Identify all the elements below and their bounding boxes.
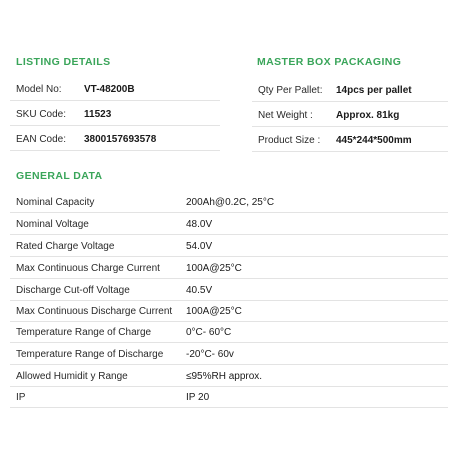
master-box-title: MASTER BOX PACKAGING [257,56,402,68]
listing-label: Model No: [16,84,62,95]
general-row [10,387,448,408]
listing-value: 3800157693578 [84,134,157,145]
general-row [10,322,448,343]
master-label: Qty Per Pallet: [258,85,323,96]
general-label: Temperature Range of Charge [16,326,152,338]
general-label: IP [16,391,26,403]
general-label: Temperature Range of Discharge [16,348,164,360]
general-label: Discharge Cut-off Voltage [16,284,130,296]
general-value: 48.0V [186,218,213,230]
listing-details-title: LISTING DETAILS [16,56,111,68]
general-label: Max Continuous Discharge Current [16,305,173,317]
general-label: Nominal Capacity [16,196,95,208]
general-row [10,344,448,365]
general-value: ≤95%RH approx. [186,370,263,382]
general-row [10,301,448,322]
listing-label: EAN Code: [16,134,67,145]
master-row-qty [252,80,448,102]
listing-label: SKU Code: [16,109,67,120]
general-value: 0°C- 60°C [186,326,232,338]
general-row [10,192,448,213]
general-value: 54.0V [186,240,213,252]
general-label: Nominal Voltage [16,218,89,230]
general-value: IP 20 [186,391,210,403]
general-value: 100A@25°C [186,262,242,274]
master-row-size [252,130,448,152]
general-row [10,258,448,279]
general-data-title: GENERAL DATA [16,170,103,182]
general-label: Allowed Humidit y Range [16,370,128,382]
general-row [10,366,448,387]
master-label: Product Size : [258,135,321,146]
master-value: 445*244*500mm [336,135,412,146]
master-value: 14pcs per pallet [336,85,412,96]
general-value: 200Ah@0.2C, 25°C [186,196,275,208]
general-value: 40.5V [186,284,213,296]
listing-row-sku [10,104,220,126]
listing-value: 11523 [84,109,112,120]
listing-value: VT-48200B [84,84,135,95]
general-row [10,214,448,235]
general-value: -20°C- 60v [186,348,234,360]
listing-row-model [10,79,220,101]
master-label: Net Weight : [258,110,313,121]
master-value: Approx. 81kg [336,110,400,121]
master-row-weight [252,105,448,127]
listing-row-ean [10,129,220,151]
general-row [10,236,448,257]
general-row [10,280,448,301]
general-label: Rated Charge Voltage [16,240,115,252]
general-value: 100A@25°C [186,305,242,317]
general-label: Max Continuous Charge Current [16,262,160,274]
